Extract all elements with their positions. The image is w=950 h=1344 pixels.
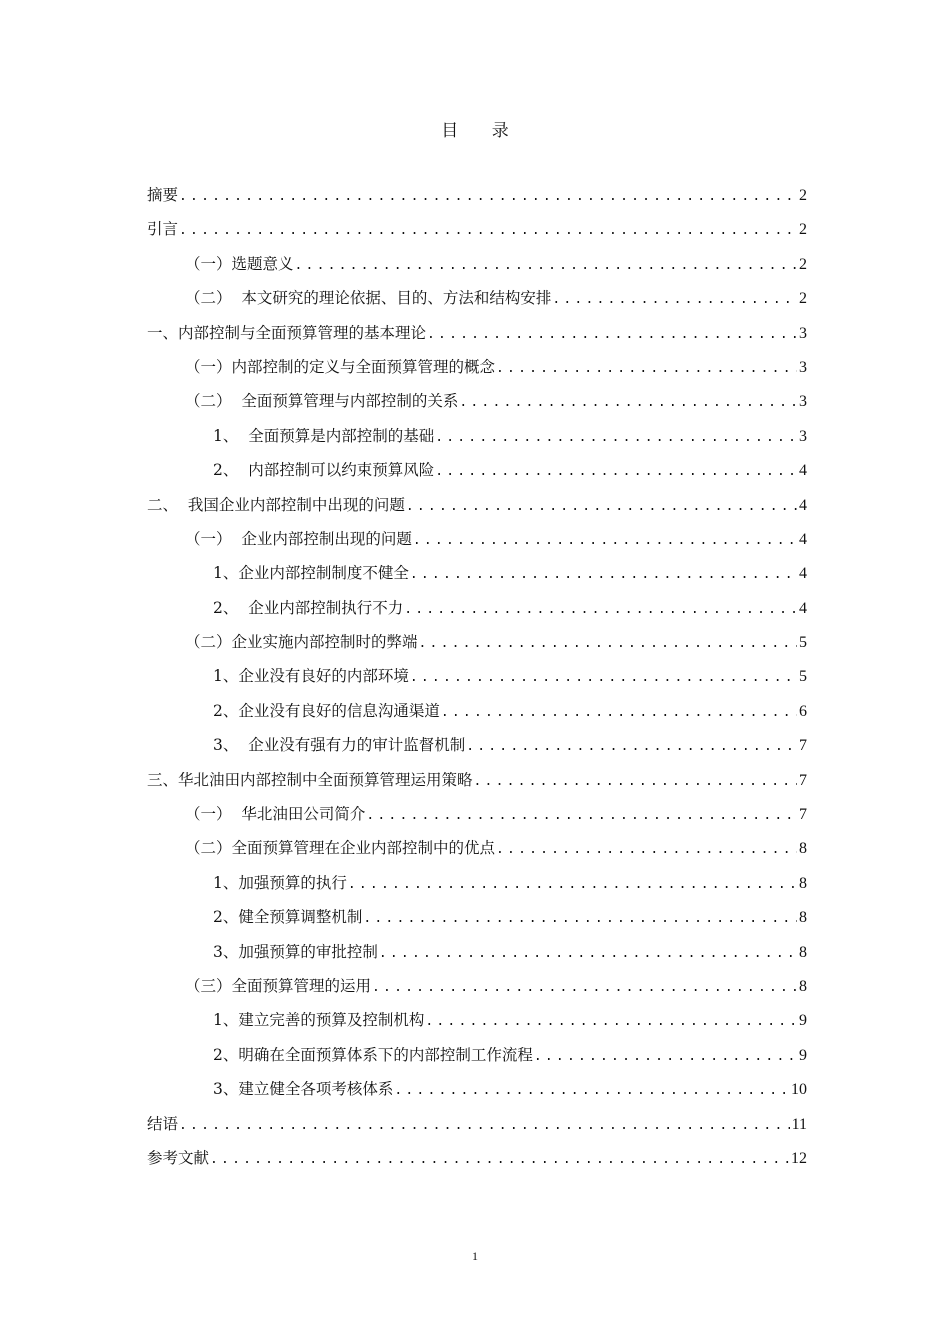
toc-entry-page: 10 bbox=[791, 1081, 807, 1099]
toc-entry-label: （二）全面预算管理在企业内部控制中的优点 bbox=[185, 839, 496, 858]
toc-entry-label: 摘要 bbox=[147, 186, 179, 204]
toc-entry[interactable] bbox=[147, 322, 807, 356]
toc-leader-dots bbox=[406, 496, 797, 518]
toc-entry-label: （一） 企业内部控制出现的问题 bbox=[185, 529, 412, 548]
toc-entry[interactable] bbox=[147, 1044, 807, 1078]
toc-entry[interactable] bbox=[147, 872, 807, 906]
toc-entry[interactable] bbox=[147, 1147, 807, 1181]
toc-entry-page: 3 bbox=[799, 358, 807, 376]
toc-leader-dots bbox=[425, 1011, 797, 1033]
toc-leader-dots bbox=[179, 186, 797, 208]
toc-leader-dots bbox=[379, 943, 797, 965]
toc-leader-dots bbox=[435, 461, 797, 483]
toc-entry[interactable] bbox=[147, 218, 807, 252]
toc-entry-label: 2、健全预算调整机制 bbox=[213, 908, 363, 927]
toc-entry[interactable] bbox=[147, 734, 807, 768]
toc-entry-page: 8 bbox=[799, 943, 807, 961]
toc-entry-page: 7 bbox=[799, 771, 807, 789]
toc-entry-page: 4 bbox=[799, 530, 807, 548]
toc-leader-dots bbox=[419, 633, 797, 655]
toc-leader-dots bbox=[459, 392, 797, 414]
toc-entry-label: （三）全面预算管理的运用 bbox=[185, 976, 372, 995]
toc-entry-page: 7 bbox=[799, 806, 807, 824]
toc-entry[interactable] bbox=[147, 700, 807, 734]
toc-entry-page: 2 bbox=[799, 187, 807, 204]
toc-leader-dots bbox=[363, 908, 797, 930]
toc-entry[interactable] bbox=[147, 837, 807, 871]
toc-leader-dots bbox=[410, 564, 797, 586]
table-of-contents bbox=[147, 184, 807, 1181]
toc-entry-label: 结语 bbox=[147, 1114, 179, 1133]
toc-leader-dots bbox=[410, 667, 797, 689]
toc-leader-dots bbox=[496, 839, 797, 861]
toc-leader-dots bbox=[435, 427, 797, 449]
toc-entry-label: 2、 内部控制可以约束预算风险 bbox=[213, 461, 435, 480]
toc-entry-label: 2、明确在全面预算体系下的内部控制工作流程 bbox=[213, 1045, 533, 1064]
toc-leader-dots bbox=[404, 599, 797, 621]
toc-entry[interactable] bbox=[147, 803, 807, 837]
toc-entry[interactable] bbox=[147, 287, 807, 321]
toc-leader-dots bbox=[474, 771, 797, 793]
toc-entry-page: 9 bbox=[799, 1046, 807, 1064]
toc-entry[interactable] bbox=[147, 769, 807, 803]
toc-entry-page: 2 bbox=[799, 255, 807, 273]
toc-leader-dots bbox=[496, 358, 797, 380]
toc-entry-page: 9 bbox=[799, 1012, 807, 1030]
toc-entry-label: 二、 我国企业内部控制中出现的问题 bbox=[147, 495, 405, 514]
toc-entry[interactable] bbox=[147, 184, 807, 218]
toc-leader-dots bbox=[534, 1046, 797, 1068]
toc-entry-label: （二）企业实施内部控制时的弊端 bbox=[185, 633, 418, 652]
page-title: 目 录 bbox=[441, 121, 523, 141]
toc-entry-page: 3 bbox=[799, 427, 807, 445]
toc-entry[interactable] bbox=[147, 941, 807, 975]
toc-entry[interactable] bbox=[147, 528, 807, 562]
toc-entry-label: 三、华北油田内部控制中全面预算管理运用策略 bbox=[147, 770, 473, 789]
toc-entry-label: 1、加强预算的执行 bbox=[213, 873, 347, 892]
toc-entry-page: 4 bbox=[799, 599, 807, 617]
toc-entry-label: （二） 本文研究的理论依据、目的、方法和结构安排 bbox=[185, 289, 552, 308]
toc-leader-dots bbox=[366, 805, 797, 827]
toc-entry[interactable] bbox=[147, 665, 807, 699]
toc-entry-label: 3、 企业没有强有力的审计监督机制 bbox=[213, 736, 466, 755]
toc-entry-label: 1、 全面预算是内部控制的基础 bbox=[213, 426, 435, 445]
toc-entry-page: 12 bbox=[791, 1149, 807, 1167]
toc-entry-page: 3 bbox=[799, 393, 807, 411]
toc-entry[interactable] bbox=[147, 1078, 807, 1112]
toc-entry-label: 一、内部控制与全面预算管理的基本理论 bbox=[147, 323, 427, 342]
toc-entry-page: 2 bbox=[799, 221, 807, 239]
toc-entry-page: 4 bbox=[799, 565, 807, 583]
toc-leader-dots bbox=[295, 255, 797, 277]
toc-entry[interactable] bbox=[147, 494, 807, 528]
toc-entry-label: （一）内部控制的定义与全面预算管理的概念 bbox=[185, 357, 496, 376]
toc-entry-label: 参考文献 bbox=[147, 1148, 210, 1167]
toc-leader-dots bbox=[427, 324, 797, 346]
toc-entry-label: 2、企业没有良好的信息沟通渠道 bbox=[213, 701, 440, 720]
toc-entry-label: 1、企业没有良好的内部环境 bbox=[213, 667, 409, 686]
toc-entry[interactable] bbox=[147, 425, 807, 459]
toc-leader-dots bbox=[394, 1080, 789, 1102]
toc-entry-page: 4 bbox=[799, 496, 807, 514]
toc-entry-label: 3、加强预算的审批控制 bbox=[213, 942, 378, 961]
toc-entry[interactable] bbox=[147, 975, 807, 1009]
toc-entry[interactable] bbox=[147, 253, 807, 287]
toc-entry-page: 8 bbox=[799, 874, 807, 892]
toc-entry[interactable] bbox=[147, 1113, 807, 1147]
toc-entry-label: （一）选题意义 bbox=[185, 254, 294, 273]
toc-entry-page: 11 bbox=[791, 1115, 807, 1133]
toc-entry-label: 1、建立完善的预算及控制机构 bbox=[213, 1011, 425, 1030]
toc-entry[interactable] bbox=[147, 459, 807, 493]
toc-entry-page: 8 bbox=[799, 840, 807, 858]
toc-entry-label: （一） 华北油田公司简介 bbox=[185, 805, 366, 824]
toc-entry-page: 8 bbox=[799, 909, 807, 927]
toc-entry[interactable] bbox=[147, 562, 807, 596]
toc-entry[interactable] bbox=[147, 356, 807, 390]
toc-entry-page: 2 bbox=[799, 290, 807, 308]
toc-leader-dots bbox=[348, 874, 797, 896]
toc-leader-dots bbox=[372, 977, 797, 999]
toc-entry-label: （二） 全面预算管理与内部控制的关系 bbox=[185, 392, 459, 411]
page-number: 1 bbox=[472, 1249, 478, 1263]
toc-entry[interactable] bbox=[147, 597, 807, 631]
toc-entry[interactable] bbox=[147, 631, 807, 665]
toc-leader-dots bbox=[466, 736, 797, 758]
toc-entry-page: 3 bbox=[799, 324, 807, 342]
toc-entry-page: 4 bbox=[799, 462, 807, 480]
toc-entry-page: 5 bbox=[799, 668, 807, 686]
toc-entry-label: 3、建立健全各项考核体系 bbox=[213, 1080, 394, 1099]
toc-entry-page: 8 bbox=[799, 977, 807, 995]
toc-leader-dots bbox=[210, 1149, 789, 1171]
toc-entry[interactable] bbox=[147, 1009, 807, 1043]
toc-leader-dots bbox=[441, 702, 797, 724]
toc-leader-dots bbox=[179, 220, 797, 242]
toc-leader-dots bbox=[552, 289, 797, 311]
toc-entry-label: 2、 企业内部控制执行不力 bbox=[213, 598, 404, 617]
toc-entry-page: 5 bbox=[799, 634, 807, 652]
toc-entry[interactable] bbox=[147, 390, 807, 424]
toc-entry-label: 1、企业内部控制制度不健全 bbox=[213, 564, 409, 583]
toc-entry[interactable] bbox=[147, 906, 807, 940]
toc-entry-page: 7 bbox=[799, 737, 807, 755]
toc-entry-page: 6 bbox=[799, 702, 807, 720]
toc-entry-label: 引言 bbox=[147, 220, 179, 239]
toc-leader-dots bbox=[413, 530, 797, 552]
toc-leader-dots bbox=[179, 1115, 790, 1137]
